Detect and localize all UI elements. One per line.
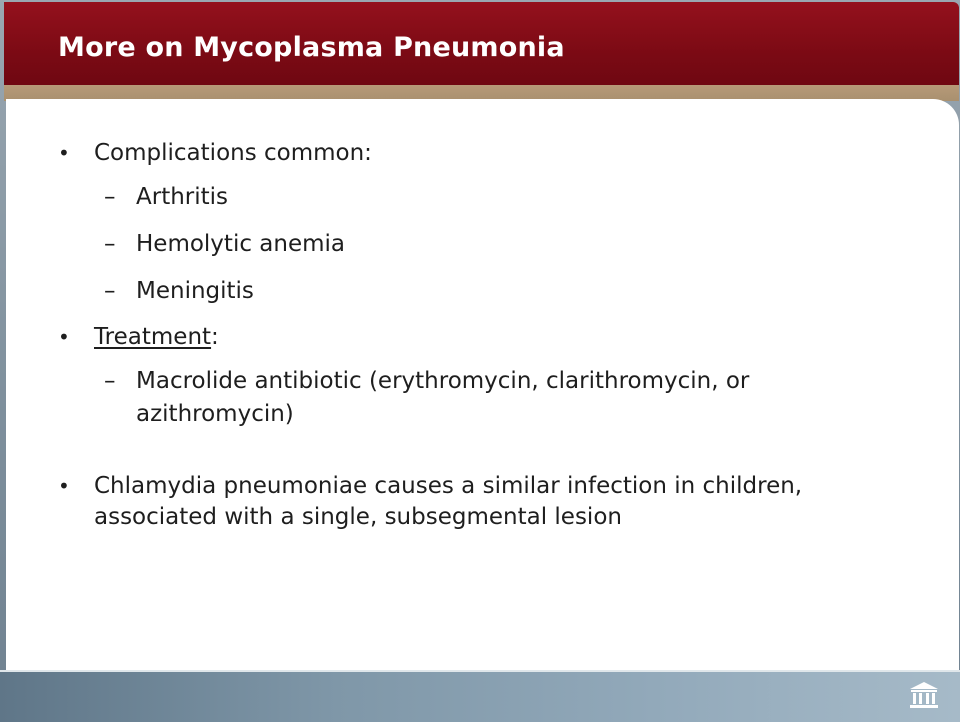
bullet-text: Chlamydia pneumoniae causes a similar infection in children, associated with a single, subsegmental lesion xyxy=(94,473,803,530)
sub-item-meningitis: – Meningitis xyxy=(94,275,908,308)
slide-title: More on Mycoplasma Pneumonia xyxy=(58,32,565,63)
bullet-treatment xyxy=(58,322,908,431)
sub-item-macrolide: – Macrolide antibiotic (erythromycin, clarithromycin, or azithromycin) xyxy=(94,365,908,431)
footer-bar xyxy=(0,670,960,722)
bullet-text: Complications common: xyxy=(94,140,372,166)
bullet-chlamydia xyxy=(58,471,908,533)
sub-list-complications xyxy=(94,181,908,308)
university-building-icon[interactable] xyxy=(908,680,940,710)
sub-item-hemolytic-anemia: – Hemolytic anemia xyxy=(94,228,908,261)
treatment-colon: : xyxy=(211,324,219,350)
bullet-list xyxy=(58,138,908,543)
sub-list-treatment xyxy=(94,365,908,431)
sub-item-arthritis: – Arthritis xyxy=(94,181,908,214)
treatment-heading: Treatment xyxy=(94,324,212,350)
bullet-complications xyxy=(58,138,908,308)
